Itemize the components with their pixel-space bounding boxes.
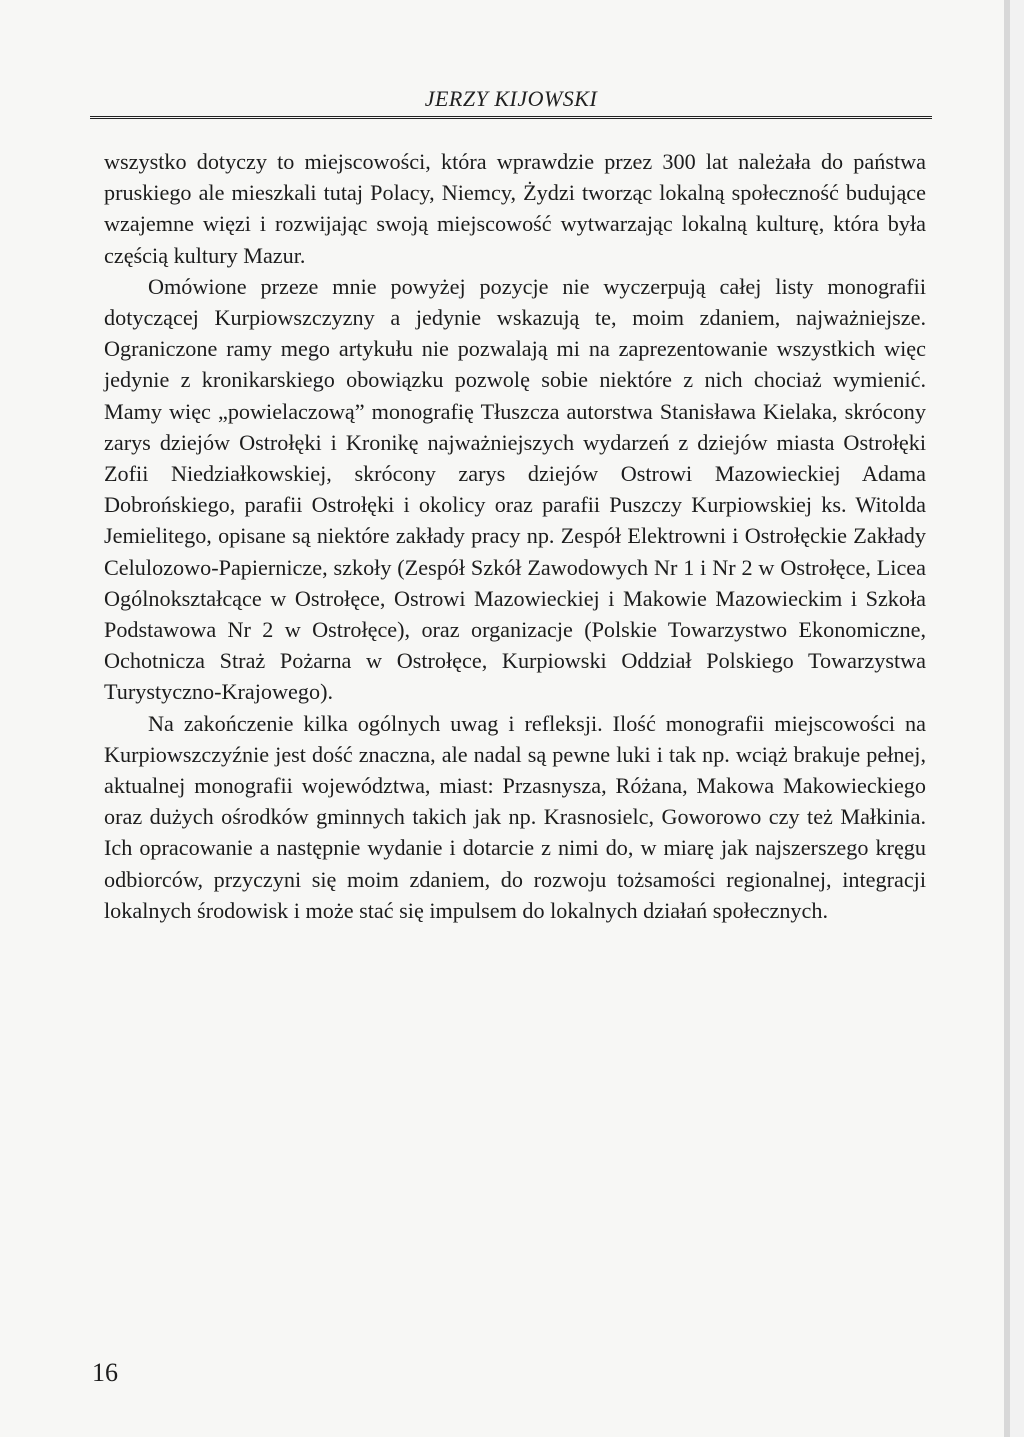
paragraph-1: wszystko dotyczy to miejscowości, która wprawdzie przez 300 lat należała do państwa pruskiego ale mieszkali tutaj Polacy, Niemcy, Żydzi tworząc lokalną społeczność budujące wzajemne więzi i rozwijając swoją miejscowość wytwarzając lokalną kulturę, która była częścią kultury Mazur.: [104, 149, 926, 268]
body-text: [104, 146, 926, 926]
page-number: 16: [92, 1358, 118, 1387]
running-head: JERZY KIJOWSKI: [424, 86, 598, 111]
paragraph-2: Omówione przeze mnie powyżej pozycje nie wyczerpują całej listy monografii dotyczącej Kurpiowszczyzny a jedynie wskazują te, moim zdaniem, najważniejsze. Ograniczone ramy mego artykułu nie pozwalają mi na zaprezentowanie wszystkich więc jedynie z kronikarskiego obowiązku pozwolę sobie niektóre z nich chociaż wymienić. Mamy więc „powielaczową” monografię Tłuszcza autorstwa Stanisława Kielaka, skrócony zarys dziejów Ostrołęki i Kronikę najważniejszych wydarzeń z dziejów miasta Ostrołęki Zofii Niedziałkowskiej, skrócony zarys dziejów Ostrowi Mazowieckiej Adama Dobrońskiego, parafii Ostrołęki i okolicy oraz parafii Puszczy Kurpiowskiej ks. Witolda Jemielitego, opisane są niektóre zakłady pracy np. Zespół Elektrowni i Ostrołęckie Zakłady Celulozowo-Papiernicze, szkoły (Zespół Szkół Zawodowych Nr 1 i Nr 2 w Ostrołęce, Licea Ogólnokształcące w Ostrołęce, Ostrowi Mazowieckiej i Makowie Mazowieckim i Szkoła Podstawowa Nr 2 w Ostrołęce), oraz organizacje (Polskie Towarzystwo Ekonomiczne, Ochotnicza Straż Pożarna w Ostrołęce, Kurpiowski Oddział Polskiego Towarzystwa Turystyczno-Krajowego).: [104, 273, 926, 705]
paragraph-3: Na zakończenie kilka ogólnych uwag i refleksji. Ilość monografii miejscowości na Kurpiowszczyźnie jest dość znaczna, ale nadal są pewne luki i tak np. wciąż brakuje pełnej, aktualnej monografii województwa, miast: Przasnysza, Różana, Makowa Makowieckiego oraz dużych ośrodków gminnych takich jak np. Krasnosielc, Goworowo czy też Małkinia. Ich opracowanie a następnie wydanie i dotarcie z nimi do, w miarę jak najszerszego kręgu odbiorców, przyczyni się moim zdaniem, do rozwoju tożsamości regionalnej, integracji lokalnych środowisk i może stać się impulsem do lokalnych działań społecznych.: [104, 710, 926, 923]
header-rule: [90, 116, 932, 119]
